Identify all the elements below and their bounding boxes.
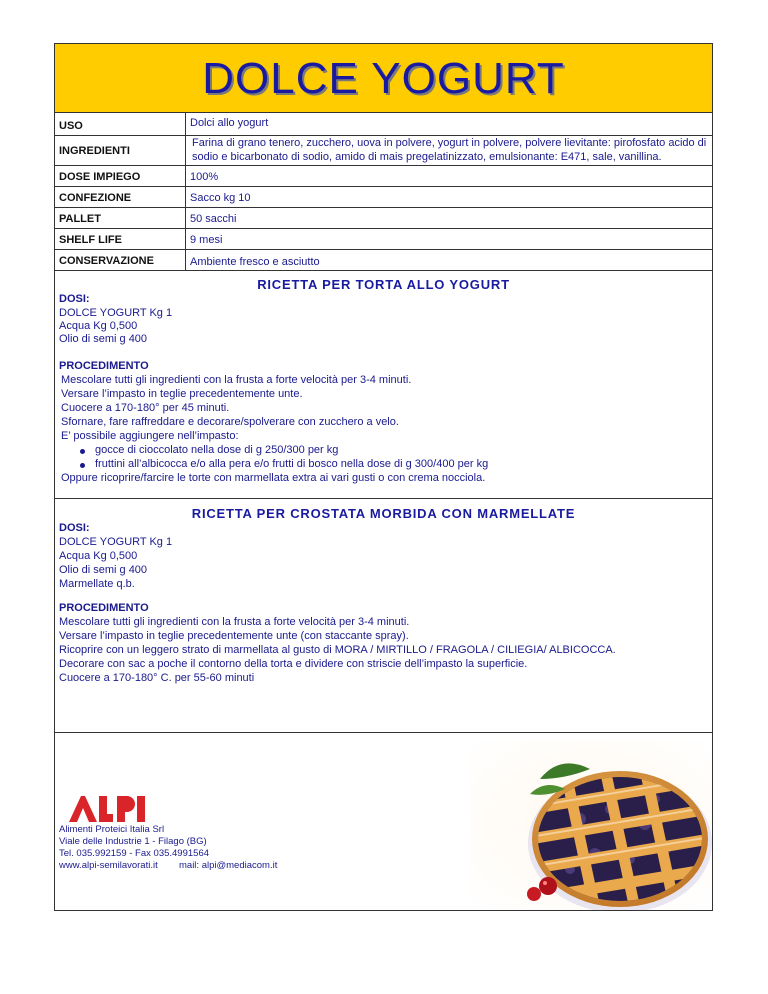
section-divider [55, 732, 712, 733]
spec-key: PALLET [59, 213, 101, 225]
recipe1-bullet: fruttini all’albicocca e/o alla pera e/o frutti di bosco nella dose di g 300/400 per kg [95, 458, 489, 470]
company-web[interactable]: www.alpi-semilavorati.it [59, 860, 158, 871]
title-banner [55, 44, 712, 113]
recipe1-closing: Oppure ricoprire/farcire le torte con marmellata extra ai vari gusti o con crema nocciola. [61, 472, 486, 484]
recipe2-dose-item: Marmellate q.b. [59, 578, 135, 590]
recipe2-dose-item: DOLCE YOGURT Kg 1 [59, 536, 173, 548]
spec-row-confezione [55, 187, 712, 208]
recipe1-dosi-label: DOSI: [59, 293, 90, 305]
recipe1-step: Cuocere a 170-180° per 45 minuti. [61, 402, 230, 414]
company-mail[interactable]: mail: alpi@mediacom.it [179, 860, 278, 871]
spec-value-line: Farina di grano tenero, zucchero, uova in polvere, yogurt in polvere, polvere lievitante: pirofosfato acido di [192, 137, 707, 149]
recipe1-bullet: gocce di cioccolato nella dose di g 250/300 per kg [95, 444, 339, 456]
recipe1-step: E’ possibile aggiungere nell’impasto: [61, 430, 239, 442]
spec-row-dose [55, 166, 712, 187]
spec-key: CONSERVAZIONE [59, 255, 154, 267]
recipe2-dose-item: Acqua Kg 0,500 [59, 550, 138, 562]
spec-value: 9 mesi [190, 234, 223, 246]
spec-key: SHELF LIFE [59, 234, 122, 246]
recipe1-dose-item: Olio di semi g 400 [59, 333, 148, 345]
recipe1-dose-item: DOLCE YOGURT Kg 1 [59, 307, 173, 319]
company-phone: Tel. 035.992159 - Fax 035.4991564 [59, 848, 210, 859]
recipe1-proc-label: PROCEDIMENTO [59, 360, 149, 372]
crostata-photo [470, 739, 712, 910]
spec-value: Sacco kg 10 [190, 192, 251, 204]
company-address: Viale delle Industrie 1 - Filago (BG) [59, 836, 207, 847]
section-divider [55, 498, 712, 499]
recipe2-title: RICETTA PER CROSTATA MORBIDA CON MARMELLATE [191, 506, 576, 521]
spec-value-line: sodio e bicarbonato di sodio, amido di mais pregelatinizzato, emulsionante: E471, sale, vanillina. [192, 151, 662, 163]
bullet-icon [80, 449, 85, 454]
spec-row-shelf-life [55, 229, 712, 250]
recipe1-title: RICETTA PER TORTA ALLO YOGURT [257, 277, 510, 292]
company-name: Alimenti Proteici Italia Srl [59, 824, 165, 835]
product-title: DOLCE YOGURT [202, 54, 565, 103]
recipe1-step: Mescolare tutti gli ingredienti con la frusta a forte velocità per 3-4 minuti. [61, 374, 412, 386]
bullet-icon [80, 463, 85, 468]
recipe1-dose-item: Acqua Kg 0,500 [59, 320, 138, 332]
spec-value: Dolci allo yogurt [190, 117, 269, 129]
spec-key: USO [59, 120, 83, 132]
recipe2-step: Ricoprire con un leggero strato di marmellata al gusto di MORA / MIRTILLO / FRAGOLA / CILIEGIA/ ALBICOCCA. [59, 644, 616, 656]
recipe2-step: Versare l’impasto in teglie precedentemente unte (con staccante spray). [59, 630, 409, 642]
spec-value: 50 sacchi [190, 213, 237, 225]
spec-key: INGREDIENTI [59, 145, 130, 157]
recipe1-step: Sfornare, fare raffreddare e decorare/spolverare con zucchero a velo. [61, 416, 399, 428]
recipe2-dosi-label: DOSI: [59, 522, 90, 534]
spec-row-pallet [55, 208, 712, 229]
recipe2-step: Decorare con sac a poche il contorno della torta e dividere con striscie dell’impasto la superficie. [59, 658, 528, 670]
spec-row-ingredienti [55, 136, 712, 166]
recipe2-step: Mescolare tutti gli ingredienti con la frusta a forte velocità per 3-4 minuti. [59, 616, 410, 628]
product-sheet [54, 43, 713, 911]
recipe1-step: Versare l’impasto in teglie precedentemente unte. [61, 388, 303, 400]
spec-value: 100% [190, 171, 219, 183]
recipe2-dose-item: Olio di semi g 400 [59, 564, 148, 576]
spec-value: Ambiente fresco e asciutto [190, 256, 320, 268]
recipe2-step: Cuocere a 170-180° C. per 55-60 minuti [59, 672, 255, 684]
spec-key: CONFEZIONE [59, 192, 132, 204]
spec-key: DOSE IMPIEGO [59, 171, 141, 183]
recipe2-proc-label: PROCEDIMENTO [59, 602, 149, 614]
spec-row-conservazione [55, 250, 712, 271]
spec-row-uso [55, 112, 712, 136]
